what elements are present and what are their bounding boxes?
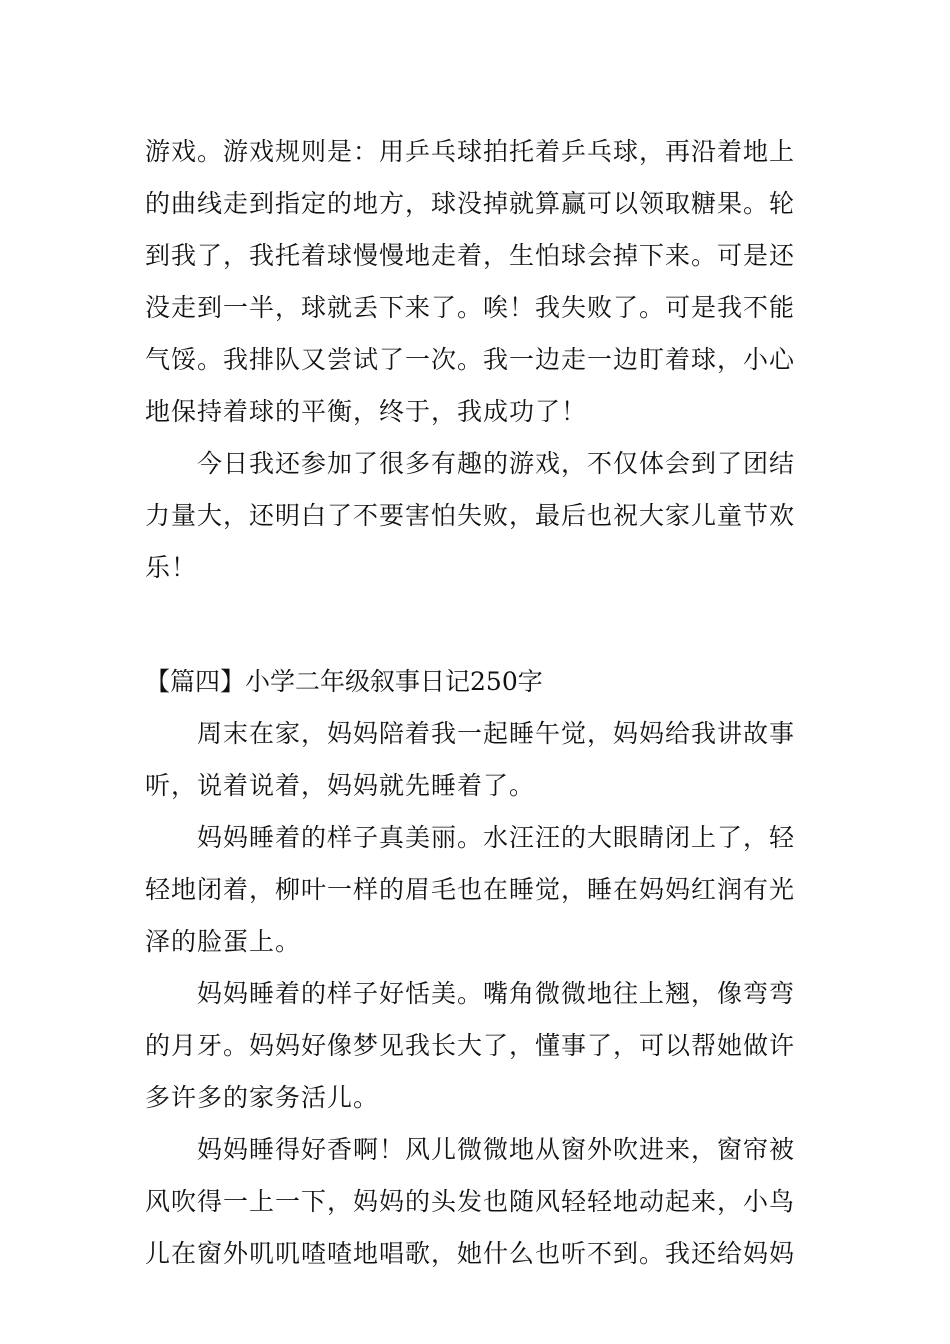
text-line: 今日我还参加了很多有趣的游戏，不仅体会到了团结 bbox=[197, 449, 796, 478]
document-body bbox=[145, 126, 810, 1280]
paragraph-conclusion bbox=[145, 438, 810, 594]
paragraph-sweet bbox=[145, 968, 810, 1124]
text-line: 听，说着说着，妈妈就先睡着了。 bbox=[145, 771, 536, 800]
text-line: 到我了，我托着球慢慢地走着，生怕球会掉下来。可是还 bbox=[145, 241, 796, 270]
text-line: 妈妈睡着的样子真美丽。水汪汪的大眼睛闭上了，轻 bbox=[197, 823, 796, 852]
text-line: 妈妈睡着的样子好恬美。嘴角微微地往上翘，像弯弯 bbox=[197, 979, 796, 1008]
text-line: 地保持着球的平衡，终于，我成功了！ bbox=[145, 397, 588, 426]
text-line: 的曲线走到指定的地方，球没掉就算赢可以领取糖果。轮 bbox=[145, 189, 796, 218]
paragraph-sound-sleep bbox=[145, 1124, 810, 1280]
paragraph-beautiful bbox=[145, 812, 810, 968]
text-line: 风吹得一上一下，妈妈的头发也随风轻轻地动起来，小鸟 bbox=[145, 1187, 796, 1216]
text-line: 气馁。我排队又尝试了一次。我一边走一边盯着球，小心 bbox=[145, 345, 796, 374]
paragraph-game-rules bbox=[145, 126, 810, 438]
paragraph-intro bbox=[145, 708, 810, 812]
section-heading: 【篇四】小学二年级叙事日记250字 bbox=[145, 667, 543, 696]
section-spacer bbox=[145, 594, 810, 656]
text-line: 儿在窗外叽叽喳喳地唱歌，她什么也听不到。我还给妈妈 bbox=[145, 1239, 796, 1268]
text-line: 的月牙。妈妈好像梦见我长大了，懂事了，可以帮她做许 bbox=[145, 1031, 796, 1060]
text-line: 泽的脸蛋上。 bbox=[145, 927, 302, 956]
text-line: 周末在家，妈妈陪着我一起睡午觉，妈妈给我讲故事 bbox=[197, 719, 796, 748]
text-line: 乐！ bbox=[145, 553, 198, 582]
text-line: 多许多的家务活儿。 bbox=[145, 1083, 380, 1112]
text-line: 力量大，还明白了不要害怕失败，最后也祝大家儿童节欢 bbox=[145, 501, 796, 530]
text-line: 游戏。游戏规则是：用乒乓球拍托着乒乓球，再沿着地上 bbox=[145, 137, 796, 166]
text-line: 没走到一半，球就丢下来了。唉！我失败了。可是我不能 bbox=[145, 293, 796, 322]
text-line: 妈妈睡得好香啊！风儿微微地从窗外吹进来，窗帘被 bbox=[197, 1135, 796, 1164]
text-line: 轻地闭着，柳叶一样的眉毛也在睡觉，睡在妈妈红润有光 bbox=[145, 875, 796, 904]
